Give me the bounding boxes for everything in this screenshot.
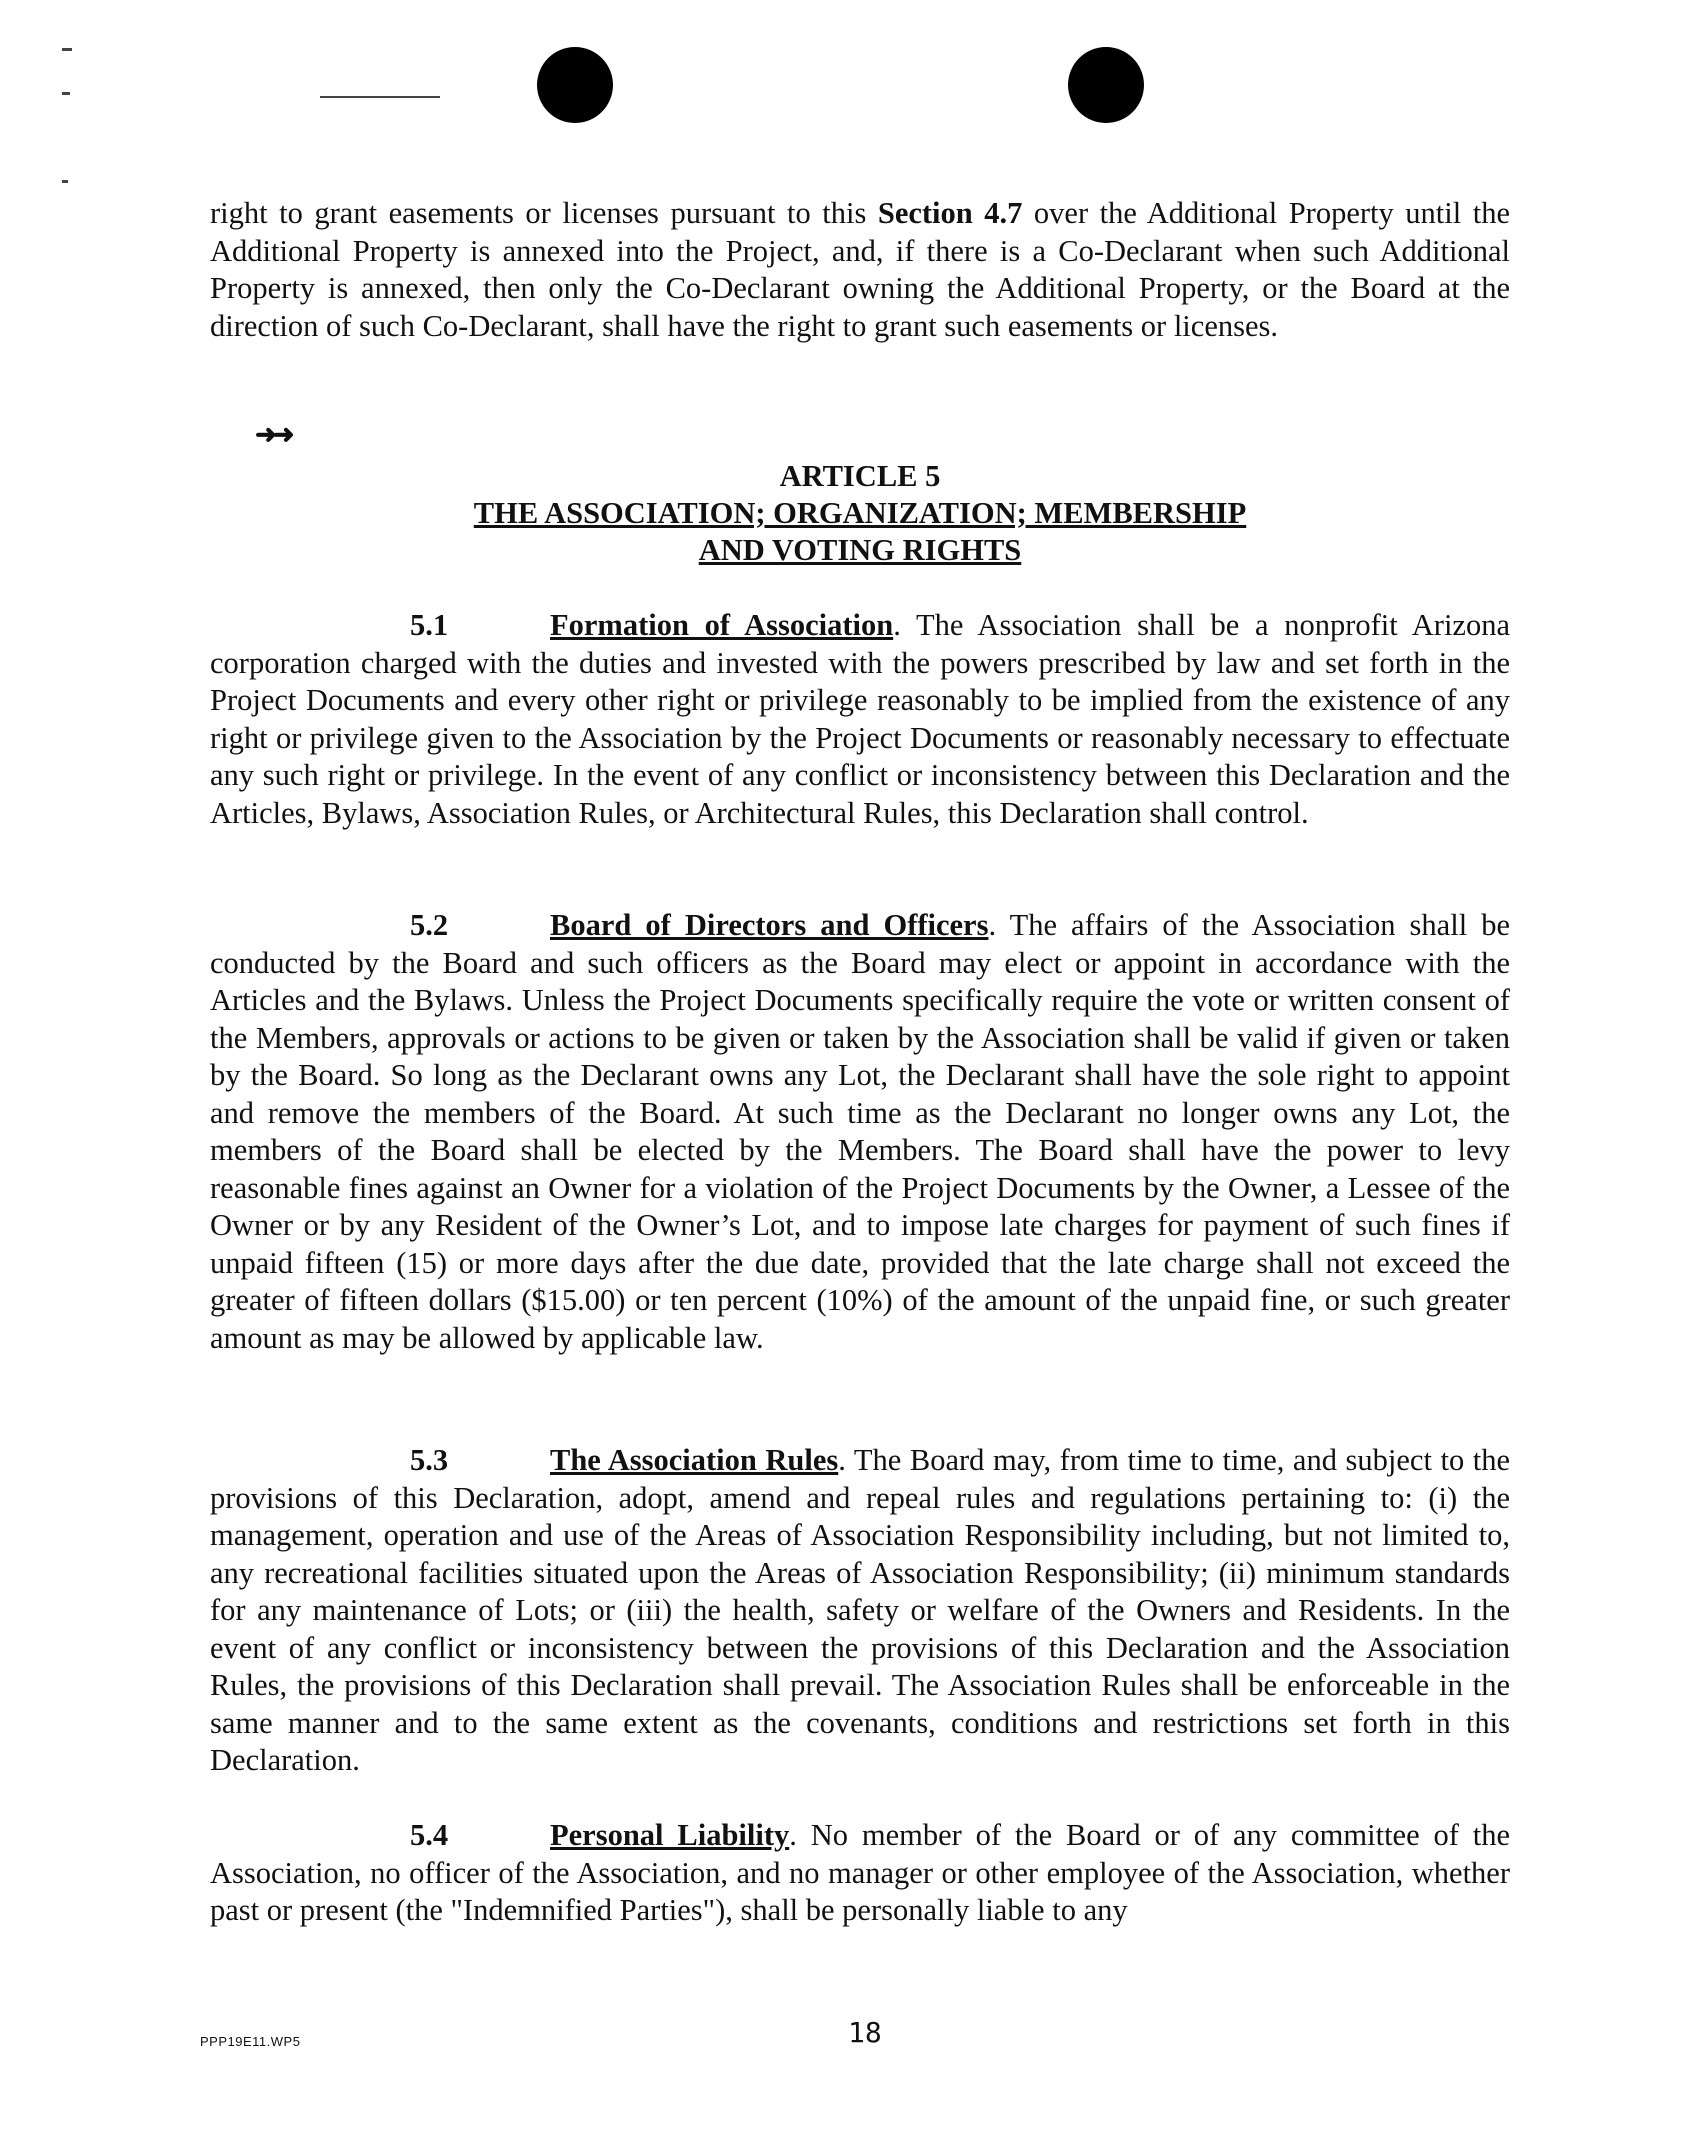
- section-5-4: 5.4 Personal Liability. No member of the Board or of any committee of the Association, no officer of the Association, and no manager or other employee of the Association, whether past or present (the "Indemnified Parties"), shall be personally liable to any: [210, 1818, 1511, 1927]
- article-title-line2: AND VOTING RIGHTS: [698, 533, 1022, 567]
- intro-text-after: over the Additional Property until the Additional Property is annexed into the Project, and, if there is a Co-Declarant when such Additional Property is annexed, then only the Co-Declarant owning the Additional Property, or the Board at the direction of such Co-Declarant, shall have the right to grant such easements or licenses.: [210, 196, 1510, 343]
- section-title: The Association Rules: [550, 1443, 839, 1477]
- section-title: Formation of Association: [550, 608, 894, 642]
- page-number: 18: [848, 2016, 882, 2049]
- hole-punch: [537, 47, 613, 123]
- section-number: 5.4: [410, 1818, 449, 1852]
- intro-paragraph: [210, 195, 1510, 345]
- section-body: The affairs of the Association shall be conducted by the Board and such officers as the Board may elect or appoint in accordance with the Articles and the Bylaws. Unless the Project Documents specifically require the vote or written consent of the Members, approvals or actions to be given or taken by the Association shall be valid if given or taken by the Board. So long as the Declarant owns any Lot, the Declarant shall have the sole right to appoint and remove the members of the Board. At such time as the Declarant no longer owns any Lot, the members of the Board shall be elected by the Members. The Board shall have the power to levy reasonable fines against an Owner for a violation of the Project Documents by the Owner, a Lessee of the Owner or by any Resident of the Owner’s Lot, and to impose late charges for payment of such fines if unpaid fifteen (15) or more days after the due date, provided that the late charge shall not exceed the greater of fifteen dollars ($15.00) or ten percent (10%) of the amount of the unpaid fine, or such greater amount as may be allowed by applicable law.: [210, 908, 1510, 1355]
- hole-punch: [1068, 47, 1144, 123]
- section-title: Personal Liability: [550, 1818, 790, 1852]
- scan-mark: [320, 96, 440, 98]
- section-number: 5.3: [410, 1443, 449, 1477]
- article-title-line1: THE ASSOCIATION; ORGANIZATION; MEMBERSHIP: [473, 496, 1247, 530]
- section-5-3: 5.3 The Association Rules. The Board may, from time to time, and subject to the provisions of this Declaration, adopt, amend and repeal rules and regulations pertaining to: (i) the management, operation and use of the Areas of Association Responsibility including, but not limited to, any recreational facilities situated upon the Areas of Association Responsibility; (ii) minimum standards for any maintenance of Lots; or (iii) the health, safety or welfare of the Owners and Residents. In the event of any conflict or inconsistency between the provisions of this Declaration and the Association Rules, the provisions of this Declaration shall prevail. The Association Rules shall be enforceable in the same manner and to the same extent as the covenants, conditions and restrictions set forth in this Declaration.: [210, 1443, 1511, 1777]
- section-5-2: 5.2 Board of Directors and Officers. The affairs of the Association shall be conducted by the Board and such officers as the Board may elect or appoint in accordance with the Articles and the Bylaws. Unless the Project Documents specifically require the vote or written consent of the Members, approvals or actions to be given or taken by the Association shall be valid if given or taken by the Board. So long as the Declarant owns any Lot, the Declarant shall have the sole right to appoint and remove the members of the Board. At such time as the Declarant no longer owns any Lot, the members of the Board shall be elected by the Members. The Board shall have the power to levy reasonable fines against an Owner for a violation of the Project Documents by the Owner, a Lessee of the Owner or by any Resident of the Owner’s Lot, and to impose late charges for payment of such fines if unpaid fifteen (15) or more days after the due date, provided that the late charge shall not exceed the greater of fifteen dollars ($15.00) or ten percent (10%) of the amount of the unpaid fine, or such greater amount as may be allowed by applicable law.: [210, 908, 1510, 1355]
- section-body: The Board may, from time to time, and subject to the provisions of this Declaration, adopt, amend and repeal rules and regulations pertaining to: (i) the management, operation and use of the Areas of Association Responsibility including, but not limited to, any recreational facilities situated upon the Areas of Association Responsibility; (ii) minimum standards for any maintenance of Lots; or (iii) the health, safety or welfare of the Owners and Residents. In the event of any conflict or inconsistency between the provisions of this Declaration and the Association Rules, the provisions of this Declaration shall prevail. The Association Rules shall be enforceable in the same manner and to the same extent as the covenants, conditions and restrictions set forth in this Declaration.: [210, 1443, 1511, 1777]
- footer-file-code: PPP19E11.WP5: [200, 2034, 301, 2049]
- section-reference: Section 4.7: [877, 196, 1023, 230]
- section-body: The Association shall be a nonprofit Arizona corporation charged with the duties and invested with the powers prescribed by law and set forth in the Project Documents and every other right or privilege reasonably to be implied from the existence of any right or privilege given to the Association by the Project Documents or reasonably necessary to effectuate any such right or privilege. In the event of any conflict or inconsistency between this Declaration and the Articles, Bylaws, Association Rules, or Architectural Rules, this Declaration shall control.: [210, 608, 1510, 830]
- scan-mark: [62, 180, 68, 183]
- section-body: No member of the Board or of any committee of the Association, no officer of the Association, and no manager or other employee of the Association, whether past or present (the "Indemnified Parties"), shall be personally liable to any: [210, 1818, 1511, 1927]
- section-number: 5.1: [410, 608, 449, 642]
- article-heading: [210, 458, 1510, 569]
- section-title: Board of Directors and Officers: [550, 908, 989, 942]
- intro-text-before: right to grant easements or licenses pursuant to this: [210, 196, 878, 230]
- scan-mark: [62, 92, 70, 95]
- section-number: 5.2: [410, 908, 449, 942]
- section-5-1: 5.1 Formation of Association. The Association shall be a nonprofit Arizona corporation charged with the duties and invested with the powers prescribed by law and set forth in the Project Documents and every other right or privilege reasonably to be implied from the existence of any right or privilege given to the Association by the Project Documents or reasonably necessary to effectuate any such right or privilege. In the event of any conflict or inconsistency between this Declaration and the Articles, Bylaws, Association Rules, or Architectural Rules, this Declaration shall control.: [210, 608, 1510, 830]
- scan-arrow-mark: ➜➜: [255, 420, 291, 449]
- scan-mark: [62, 48, 72, 51]
- article-number: ARTICLE 5: [779, 459, 941, 493]
